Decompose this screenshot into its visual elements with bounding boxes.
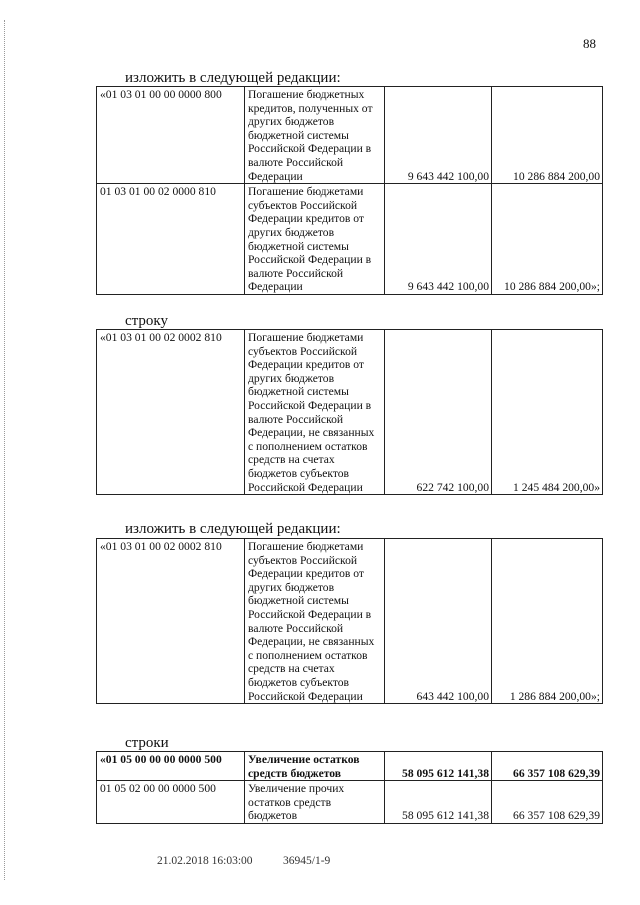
table-block-4 <box>96 751 603 824</box>
code-cell: 01 05 02 00 00 0000 500 <box>97 781 245 824</box>
left-margin-line <box>4 20 7 880</box>
caption-replace-2: изложить в следующей редакции: <box>125 521 341 537</box>
code-cell: «01 03 01 00 00 0000 800 <box>97 87 245 184</box>
value-2019-cell: 66 357 108 629,39 <box>492 781 603 824</box>
caption-replace-1: изложить в следующей редакции: <box>125 70 341 86</box>
name-cell: Погашение бюджетами субъектов Российской Федерации кредитов от других бюджетов бюджетной системы Российской Федерации в валюте Российской Федерации, не связанных с пополнением остатков средств на счетах бюджетов субъектов Российской Федерации <box>245 539 385 704</box>
name-cell: Увеличение прочих остатков средств бюджетов <box>245 781 385 824</box>
value-2018-cell: 9 643 442 100,00 <box>385 184 492 295</box>
table-block-3 <box>96 538 603 704</box>
caption-rows-1: строку <box>125 313 168 329</box>
table-row <box>97 781 603 824</box>
table-row <box>97 184 603 295</box>
value-2019-cell: 10 286 884 200,00 <box>492 87 603 184</box>
value-2019-cell: 66 357 108 629,39 <box>492 752 603 781</box>
table-block-1 <box>96 86 603 295</box>
value-2018-cell: 58 095 612 141,38 <box>385 781 492 824</box>
code-cell: «01 05 00 00 00 0000 500 <box>97 752 245 781</box>
value-2018-cell: 643 442 100,00 <box>385 539 492 704</box>
value-2018-cell: 622 742 100,00 <box>385 330 492 495</box>
table-row <box>97 752 603 781</box>
value-2018-cell: 9 643 442 100,00 <box>385 87 492 184</box>
value-2019-cell: 1 245 484 200,00» <box>492 330 603 495</box>
value-2019-cell: 1 286 884 200,00»; <box>492 539 603 704</box>
footer-timestamp: 21.02.2018 16:03:00 <box>157 855 253 867</box>
code-cell: «01 03 01 00 02 0002 810 <box>97 539 245 704</box>
table-block-2 <box>96 329 603 495</box>
name-cell: Погашение бюджетами субъектов Российской Федерации кредитов от других бюджетов бюджетной системы Российской Федерации в валюте Российской Федерации, не связанных с пополнением остатков средств на счетах бюджетов субъектов Российской Федерации <box>245 330 385 495</box>
table-row <box>97 330 603 495</box>
code-cell: 01 03 01 00 02 0000 810 <box>97 184 245 295</box>
table-row <box>97 87 603 184</box>
footer-doc-id: 36945/1-9 <box>283 855 331 867</box>
caption-rows-2: строки <box>125 735 169 751</box>
value-2019-cell: 10 286 884 200,00»; <box>492 184 603 295</box>
table-row <box>97 539 603 704</box>
name-cell: Погашение бюджетных кредитов, полученных от других бюджетов бюджетной системы Российской Федерации в валюте Российской Федерации <box>245 87 385 184</box>
page-number: 88 <box>583 36 596 51</box>
name-cell: Погашение бюджетами субъектов Российской Федерации кредитов от других бюджетов бюджетной системы Российской Федерации в валюте Российской Федерации <box>245 184 385 295</box>
name-cell: Увеличение остатков средств бюджетов <box>245 752 385 781</box>
code-cell: «01 03 01 00 02 0002 810 <box>97 330 245 495</box>
value-2018-cell: 58 095 612 141,38 <box>385 752 492 781</box>
